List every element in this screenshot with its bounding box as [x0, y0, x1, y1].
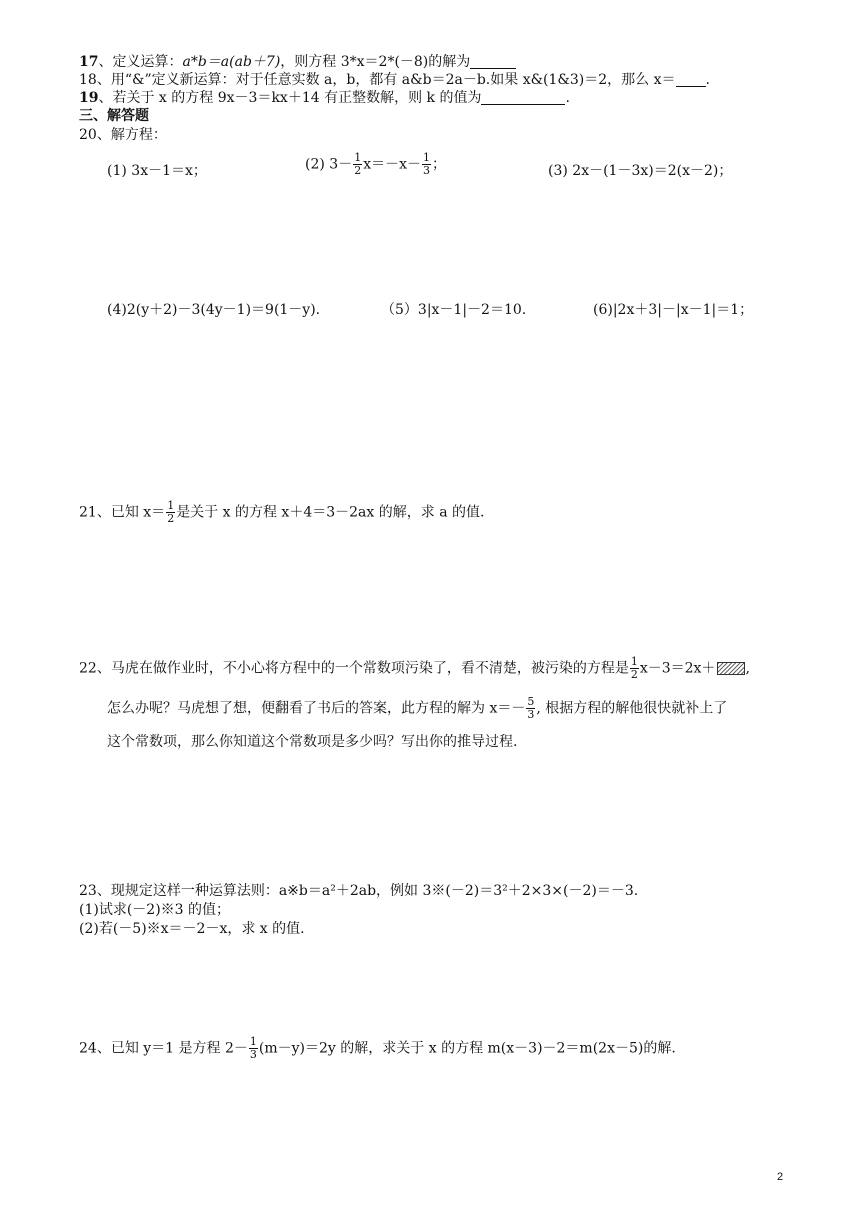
question-text: 、用“&”定义新运算：对于任意实数 a，b，都有 a&b＝2a－b.如果 x&(1&3)＝2，那么 x＝: [96, 72, 676, 88]
question-text: 、若关于 x 的方程 9x－3＝kx＋14 有正整数解，则 k 的值为: [98, 90, 482, 106]
question-19: [79, 89, 570, 107]
fraction: $\frac{1}{3}$: [423, 151, 430, 177]
question-23-part-1: (1)试求(－2)※3 的值；: [79, 902, 231, 918]
question-21: [79, 500, 484, 525]
equation-2: (2) 3－ $\frac{1}{2}$ x＝－x－ $\frac{1}{3}$ ；: [305, 151, 446, 177]
question-text: 是关于 x 的方程 x＋4＝3－2ax 的解，求 a 的值.: [176, 504, 485, 521]
question-text: 、解方程：: [96, 127, 167, 143]
fraction: $\frac{1}{2}$: [630, 655, 638, 681]
question-text: 、定义运算：: [98, 54, 183, 70]
question-number: 19: [79, 90, 99, 106]
question-23-line-1: [79, 882, 638, 900]
question-24: [79, 1036, 676, 1061]
question-text: .: [565, 90, 570, 106]
fraction: $\frac{1}{3}$: [249, 1035, 257, 1061]
question-18: [79, 71, 710, 89]
fraction: $\frac{1}{2}$: [354, 151, 362, 177]
question-number: 23: [79, 883, 97, 899]
question-text: 、现规定这样一种运算法则：a※b＝a²＋2ab，例如 3※(－2)＝3²＋2×3×(－2)＝－3.: [96, 883, 639, 899]
answer-blank[interactable]: [470, 54, 516, 69]
equation-6: (6)|2x＋3|－|x－1|＝1；: [593, 302, 754, 318]
equation-1: (1) 3x－1＝x；: [107, 163, 207, 179]
question-number: 18: [79, 72, 97, 88]
question-22-line-2: [107, 696, 727, 721]
fraction: $\frac{1}{2}$: [167, 499, 175, 525]
question-22-line-1: 22、马虎在做作业时，不小心将方程中的一个常数项污染了，看不清楚，被污染的方程是 $\frac{1}{2}$ x－3＝2x＋ ,: [79, 655, 750, 681]
question-text: (m－y)＝2y 的解，求关于 x 的方程 m(x－3)－2＝m(2x－5)的解.: [258, 1040, 676, 1057]
question-number: 17: [79, 54, 99, 70]
question-text: 怎么办呢？马虎想了想，便翻看了书后的答案，此方程的解为 x＝－: [107, 700, 526, 717]
question-23-part-2: (2)若(－5)※x＝－2－x，求 x 的值.: [79, 921, 305, 937]
smudged-constant: [717, 662, 745, 675]
question-number: 22: [79, 660, 97, 677]
question-number: 21: [79, 504, 97, 521]
page-number: 2: [777, 1171, 784, 1183]
question-text: 、已知 x＝: [96, 504, 166, 521]
question-text: , 根据方程的解他很快就补上了: [536, 700, 728, 717]
equation-4: (4)2(y＋2)－3(4y－1)＝9(1－y).: [107, 302, 321, 318]
question-text: .: [705, 72, 710, 88]
question-20: [79, 126, 167, 144]
question-22-line-3: 这个常数项，那么你知道这个常数项是多少吗？写出你的推导过程.: [107, 734, 518, 750]
question-17: [79, 53, 516, 71]
operation-definition: a*b＝a(ab＋7): [182, 54, 281, 70]
question-number: 20: [79, 127, 97, 143]
question-text: ，则方程 3*x＝2*(－8)的解为: [280, 54, 471, 70]
equation-3: (3) 2x－(1－3x)＝2(x－2)；: [548, 163, 733, 179]
equation-5: （5）3|x－1|－2＝10.: [381, 302, 527, 318]
question-text: x－3＝2x＋: [639, 660, 716, 677]
answer-blank[interactable]: [481, 90, 565, 105]
section-title: 三、解答题: [79, 108, 149, 124]
question-text: 、已知 y＝1 是方程 2－: [96, 1040, 248, 1057]
question-text: 、马虎在做作业时，不小心将方程中的一个常数项污染了，看不清楚，被污染的方程是: [96, 660, 629, 677]
fraction: $\frac{5}{3}$: [527, 695, 535, 721]
question-number: 24: [79, 1040, 97, 1057]
answer-blank[interactable]: [676, 72, 706, 87]
